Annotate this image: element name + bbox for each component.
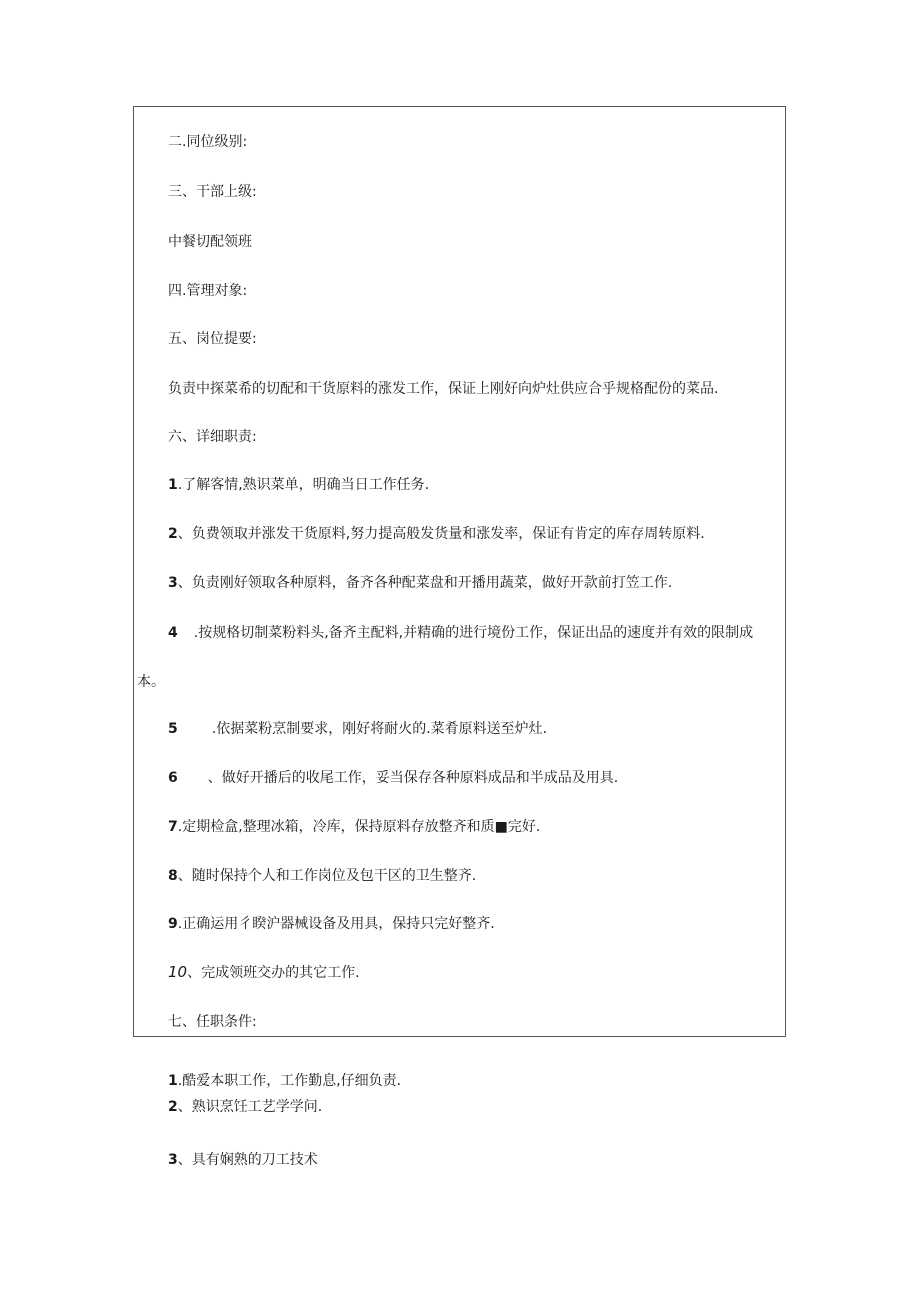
duty-text: .依据菜粉烹制要求，刚好将耐火的.菜肴原料送至炉灶. xyxy=(211,721,548,737)
duty-item xyxy=(168,818,540,836)
duty-item xyxy=(168,769,618,787)
duty-text: .正确运用彳睽沪器械设备及用具，保持只完好整齐. xyxy=(177,916,495,932)
duty-item xyxy=(168,476,429,494)
summary-text: 负责中探菜希的切配和干货原料的涨发工作，保证上刚好向炉灶供应合乎规格配份的菜品. xyxy=(168,381,719,397)
requirement-text: 、具有娴熟的刀工技术 xyxy=(177,1152,318,1168)
superior-heading: 三、干部上级: xyxy=(168,184,257,200)
duty-number: 4 xyxy=(168,625,178,641)
duty-number: 6 xyxy=(168,770,178,786)
duty-text: 、完成领班交办的其它工作. xyxy=(187,965,360,981)
requirement-number: 3 xyxy=(168,1152,178,1168)
duty-item xyxy=(168,525,705,543)
superior-value: 中餐切配领班 xyxy=(168,234,252,250)
duty-text: .按规格切制菜粉料头,备齐主配料,并精确的进行境份工作，保证出品的速度并有效的限制成 xyxy=(193,625,754,641)
duty-continuation: 本。 xyxy=(137,674,165,690)
requirement-text: 、熟识烹饪工艺学学问. xyxy=(177,1099,323,1115)
duty-item xyxy=(168,574,672,592)
position-level-heading: 二.同位级别: xyxy=(168,134,248,150)
duty-item xyxy=(168,867,476,885)
duty-text: 、负责刚好领取各种原料，备齐各种配菜盘和开播用蔬菜，做好开款前打笠工作. xyxy=(177,575,673,591)
duty-number: 3 xyxy=(168,575,178,591)
requirement-number: 1 xyxy=(168,1073,178,1089)
duty-number: 8 xyxy=(168,868,178,884)
requirement-item xyxy=(168,1151,318,1169)
duty-text: .定期检盒,整理冰箱，冷库，保持原料存放整齐和质■完好. xyxy=(177,819,541,835)
duty-item xyxy=(168,720,547,738)
managed-heading: 四.管理对象: xyxy=(168,283,248,299)
requirements-heading: 七、任职条件: xyxy=(168,1014,257,1030)
duty-number: 2 xyxy=(168,526,178,542)
requirement-number: 2 xyxy=(168,1099,178,1115)
duty-number: 7 xyxy=(168,819,178,835)
requirement-item xyxy=(168,1072,401,1090)
duties-heading: 六、详细职责: xyxy=(168,429,257,445)
duty-text: .了解客情,熟识菜单，明确当日工作任务. xyxy=(177,477,430,493)
duty-text: 、随时保持个人和工作岗位及包干区的卫生整齐. xyxy=(177,868,477,884)
requirement-item xyxy=(168,1098,322,1116)
summary-heading: 五、岗位提要: xyxy=(168,331,257,347)
duty-number: 10 xyxy=(168,963,188,981)
duty-item xyxy=(168,915,495,933)
duty-number: 9 xyxy=(168,916,178,932)
duty-text: 、做好开播后的收尾工作，妥当保存各种原料成品和半成品及用具. xyxy=(207,770,619,786)
requirement-text: .酷爱本职工作，工作勤息,仔细负责. xyxy=(177,1073,402,1089)
duty-number: 1 xyxy=(168,477,178,493)
duty-text: 、负费领取并涨发干货原料,努力提高般发货量和涨发率，保证有肯定的库存周转原料. xyxy=(177,526,705,542)
duty-item xyxy=(168,624,753,642)
duty-number: 5 xyxy=(168,721,178,737)
duty-item xyxy=(168,963,360,982)
